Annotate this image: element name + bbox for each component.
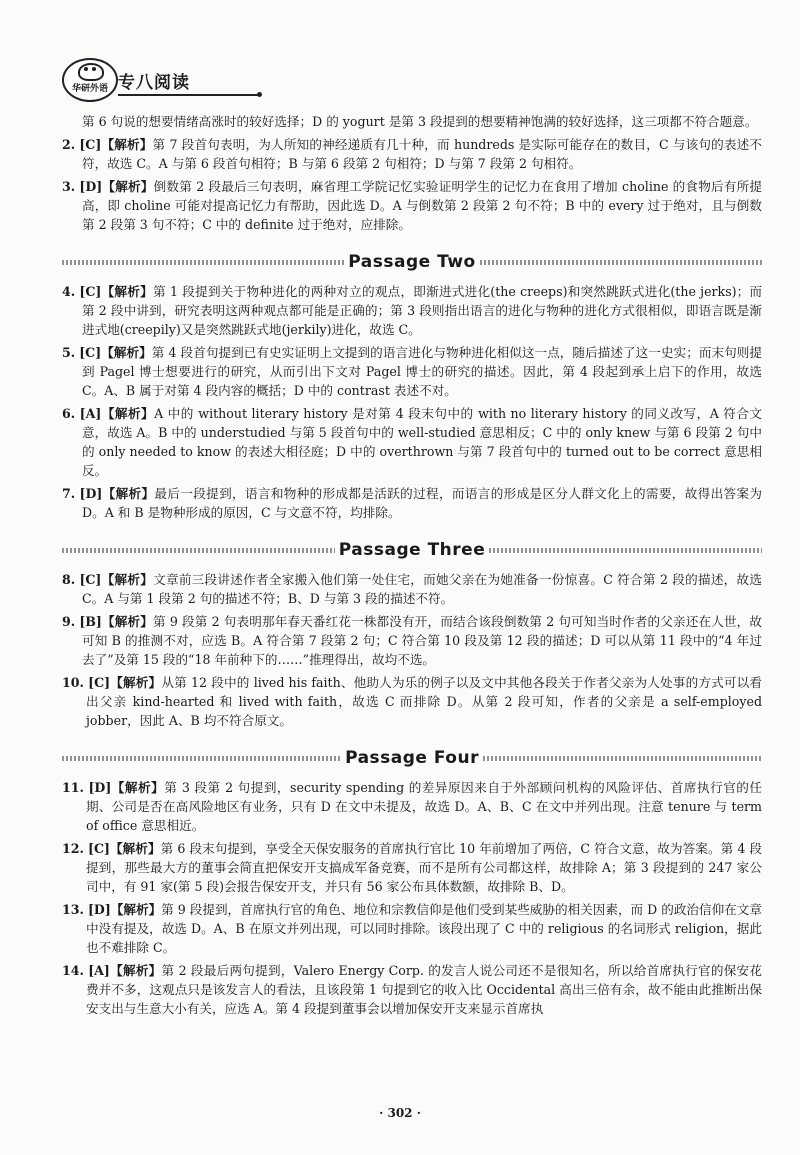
answer-item bbox=[62, 612, 762, 669]
logo-text: 华研外语 bbox=[71, 81, 109, 94]
mascot-eye-icon bbox=[92, 67, 96, 71]
analysis-tag: 【解析】 bbox=[101, 345, 152, 360]
analysis-tag: 【解析】 bbox=[109, 841, 161, 856]
question-number: 5. bbox=[62, 345, 76, 360]
analysis-tag: 【解析】 bbox=[102, 486, 155, 501]
analysis-text: 第 7 段首句表明，为人所知的神经递质有几十种，而 hundreds 是实际可能存在的数目，C 与该句的表述不符，故选 C。A 与第 6 段首句相符；B 与第 6 段第 2 句相符；D 与第 7 段第 2 句相符。 bbox=[82, 137, 762, 171]
analysis-tag: 【解析】 bbox=[110, 902, 162, 917]
analysis-tag: 【解析】 bbox=[111, 780, 165, 795]
passage-title: Passage Three bbox=[338, 539, 486, 560]
divider-line bbox=[62, 756, 341, 761]
question-number: 6. bbox=[62, 406, 76, 421]
answer-item bbox=[62, 961, 762, 1018]
divider-line bbox=[480, 260, 762, 265]
analysis-text: 文章前三段讲述作者全家搬入他们第一处住宅，而她父亲在为她准备一份惊喜。C 符合第 2 段的描述，故选 C。A 与第 1 段第 2 句的描述不符；B、D 与第 3 段的描述不符。 bbox=[82, 572, 762, 606]
answer-choice: [D] bbox=[87, 902, 111, 917]
analysis-text: 第 6 段末句提到，享受全天保安服务的首席执行官比 10 年前增加了两倍，C 符合文意，故为答案。第 4 段提到，那些最大方的董事会简直把保安开支搞成军备竞赛，而不是所有公司都这样，故排除 A；第 3 段提到的 247 家公司中，有 91 家(第 5 段)会报告保安开支，并只有 56 家公布具体数额，故排除 B、D。 bbox=[86, 841, 762, 894]
series-title: 专八阅读 bbox=[118, 73, 190, 93]
answer-choice: [C] bbox=[79, 572, 102, 587]
answer-choice: [C] bbox=[79, 284, 102, 299]
answer-item bbox=[62, 343, 762, 400]
analysis-text: A 中的 without literary history 是对第 4 段末句中的 with no literary history 的同义改写，A 符合文意，故选 A。B 中的 understudied 与第 5 段首句中的 well-studied 意思相反；C 中的 only knew 与第 6 段第 2 句中的 only needed to know 的表述大相径庭；D 中的 overthrown 与第 7 段首句中的 turned out to be correct 意思相反。 bbox=[82, 406, 763, 478]
analysis-text: 从第 12 段中的 lived his faith、他助人为乐的例子以及文中其他各段关于作者父亲为人处事的方式可以看出父亲 kind-hearted 和 lived with faith，故选 C 而排除 D。从第 2 段可知，作者的父亲是 a self-employed jobber，因此 A、B 均不符合原文。 bbox=[86, 675, 763, 728]
answer-item bbox=[62, 404, 762, 480]
answer-choice: [C] bbox=[87, 841, 110, 856]
divider-line bbox=[489, 548, 762, 553]
answer-choice: [D] bbox=[88, 780, 112, 795]
header-rule bbox=[118, 94, 258, 96]
question-number: 11. bbox=[62, 780, 84, 795]
analysis-tag: 【解析】 bbox=[101, 572, 154, 587]
answer-item bbox=[62, 900, 762, 957]
answer-item bbox=[62, 282, 762, 339]
answer-item bbox=[62, 177, 762, 234]
question-number: 3. bbox=[62, 179, 76, 194]
answer-choice: [B] bbox=[79, 614, 102, 629]
answer-choice: [C] bbox=[88, 675, 111, 690]
analysis-text: 第 9 段提到，首席执行官的角色、地位和宗教信仰是他们受到某些威胁的相关因素，而 D 的政治信仰在文章中没有提及，故选 D。A、B 在原文并列出现，可以同时排除。该段出现了 C 中的 religious 的名词形式 religion，据此也不难排除 C。 bbox=[86, 902, 762, 955]
analysis-text: 最后一段提到，语言和物种的形成都是活跃的过程，而语言的形成是区分人群文化上的需要，故得出答案为 D。A 和 B 是物种形成的原因，C 与文意不符，均排除。 bbox=[82, 486, 762, 520]
page-header bbox=[62, 58, 742, 102]
question-number: 13. bbox=[62, 902, 84, 917]
page-number: · 302 · bbox=[379, 1106, 421, 1120]
passage-divider bbox=[62, 248, 762, 276]
divider-line bbox=[483, 756, 762, 761]
answer-choice: [C] bbox=[79, 137, 102, 152]
analysis-tag: 【解析】 bbox=[110, 675, 162, 690]
analysis-tag: 【解析】 bbox=[102, 179, 154, 194]
analysis-tag: 【解析】 bbox=[101, 284, 153, 299]
answer-choice: [D] bbox=[79, 486, 103, 501]
analysis-tag: 【解析】 bbox=[109, 963, 162, 978]
question-number: 7. bbox=[62, 486, 76, 501]
analysis-text: 第 4 段首句提到已有史实证明上文提到的语言进化与物种进化相似这一点，随后描述了这一史实；而末句则提到 Pagel 博士想要进行的研究，从而引出下文对 Pagel 博士的研究的描述。因此，第 4 段起到承上启下的作用，故选 C。A、B 属于对第 4 段内容的概括；D 中的 contrast 表述不对。 bbox=[82, 345, 762, 398]
question-number: 10. bbox=[62, 675, 84, 690]
question-number: 2. bbox=[62, 137, 76, 152]
analysis-text: 第 2 段最后两句提到，Valero Energy Corp. 的发言人说公司还不是很知名，所以给首席执行官的保安花费并不多，这观点只是该发言人的看法，且该段第 1 句提到它的收入比 Occidental 高出三倍有余，故不能由此推断出保安支出与生意大小有关，应选 A。第 4 段提到董事会以增加保安开支来显示首席执 bbox=[86, 963, 762, 1016]
analysis-tag: 【解析】 bbox=[101, 614, 153, 629]
answer-item bbox=[62, 484, 762, 522]
answer-choice: [A] bbox=[79, 406, 102, 421]
answer-choice: [D] bbox=[79, 179, 103, 194]
passage-title: Passage Four bbox=[345, 747, 479, 768]
analysis-text: 第 9 段第 2 句表明那年春天番红花一株都没有开，而结合该段倒数第 2 句可知当时作者的父亲还在人世，故可知 B 的推测不对，应选 B。A 符合第 7 段第 2 句；C 符合第 10 段及第 12 段的描述；D 可以从第 11 段中的“4 年过去了”及第 15 段的“18 年前种下的……”推理得出，故均不选。 bbox=[82, 614, 762, 667]
divider-line bbox=[62, 548, 335, 553]
passage-divider bbox=[62, 536, 762, 564]
passage-title: Passage Two bbox=[348, 251, 476, 272]
divider-line bbox=[62, 260, 344, 265]
analysis-text: 第 3 段第 2 句提到，security spending 的差异原因来自于外部顾问机构的风险评估、首席执行官的任期、公司是否在高风险地区有业务，只有 D 在文中未提及，故选 D。A、B、C 在文中并列出现。注意 tenure 与 term of office 意思相近。 bbox=[86, 780, 762, 833]
question-number: 9. bbox=[62, 614, 76, 629]
question-number: 4. bbox=[62, 284, 76, 299]
answer-choice: [A] bbox=[88, 963, 110, 978]
answer-item bbox=[62, 570, 762, 608]
mascot-eye-icon bbox=[84, 67, 88, 71]
question-number: 14. bbox=[62, 963, 84, 978]
passage-divider bbox=[62, 744, 762, 772]
publisher-logo bbox=[62, 58, 118, 102]
intro-paragraph: 第 6 句说的想要情绪高涨时的较好选择；D 的 yogurt 是第 3 段提到的想要精神饱满的较好选择，这三项都不符合题意。 bbox=[82, 114, 758, 129]
answer-choice: [C] bbox=[79, 345, 102, 360]
answer-item bbox=[62, 778, 762, 835]
answer-item bbox=[62, 673, 762, 730]
question-number: 12. bbox=[62, 841, 84, 856]
answer-item bbox=[62, 135, 762, 173]
analysis-text: 第 1 段提到关于物种进化的两种对立的观点，即渐进式进化(the creeps)和突然跳跃式进化(the jerks)；而第 2 段中讲到，研究表明这两种观点都可能是正确的；第 3 段则指出语言的进化与物种的进化方式很相似，即语言既是渐进式地(creepily)又是突然跳跃式地(jerkily)进化，故选 C。 bbox=[82, 284, 762, 337]
mascot-icon bbox=[78, 63, 104, 81]
analysis-text: 倒数第 2 段最后三句表明，麻省理工学院记忆实验证明学生的记忆力在食用了增加 choline 的食物后有所提高，即 choline 可能对提高记忆力有帮助，因此选 D。A 与倒数第 2 段第 2 句不符；B 中的 every 过于绝对，且与倒数第 2 段第 3 句不符；C 中的 definite 过于绝对，应排除。 bbox=[82, 179, 762, 232]
question-number: 8. bbox=[62, 572, 76, 587]
analysis-tag: 【解析】 bbox=[101, 406, 155, 421]
analysis-tag: 【解析】 bbox=[101, 137, 153, 152]
answer-item bbox=[62, 839, 762, 896]
main-content bbox=[62, 112, 762, 1022]
